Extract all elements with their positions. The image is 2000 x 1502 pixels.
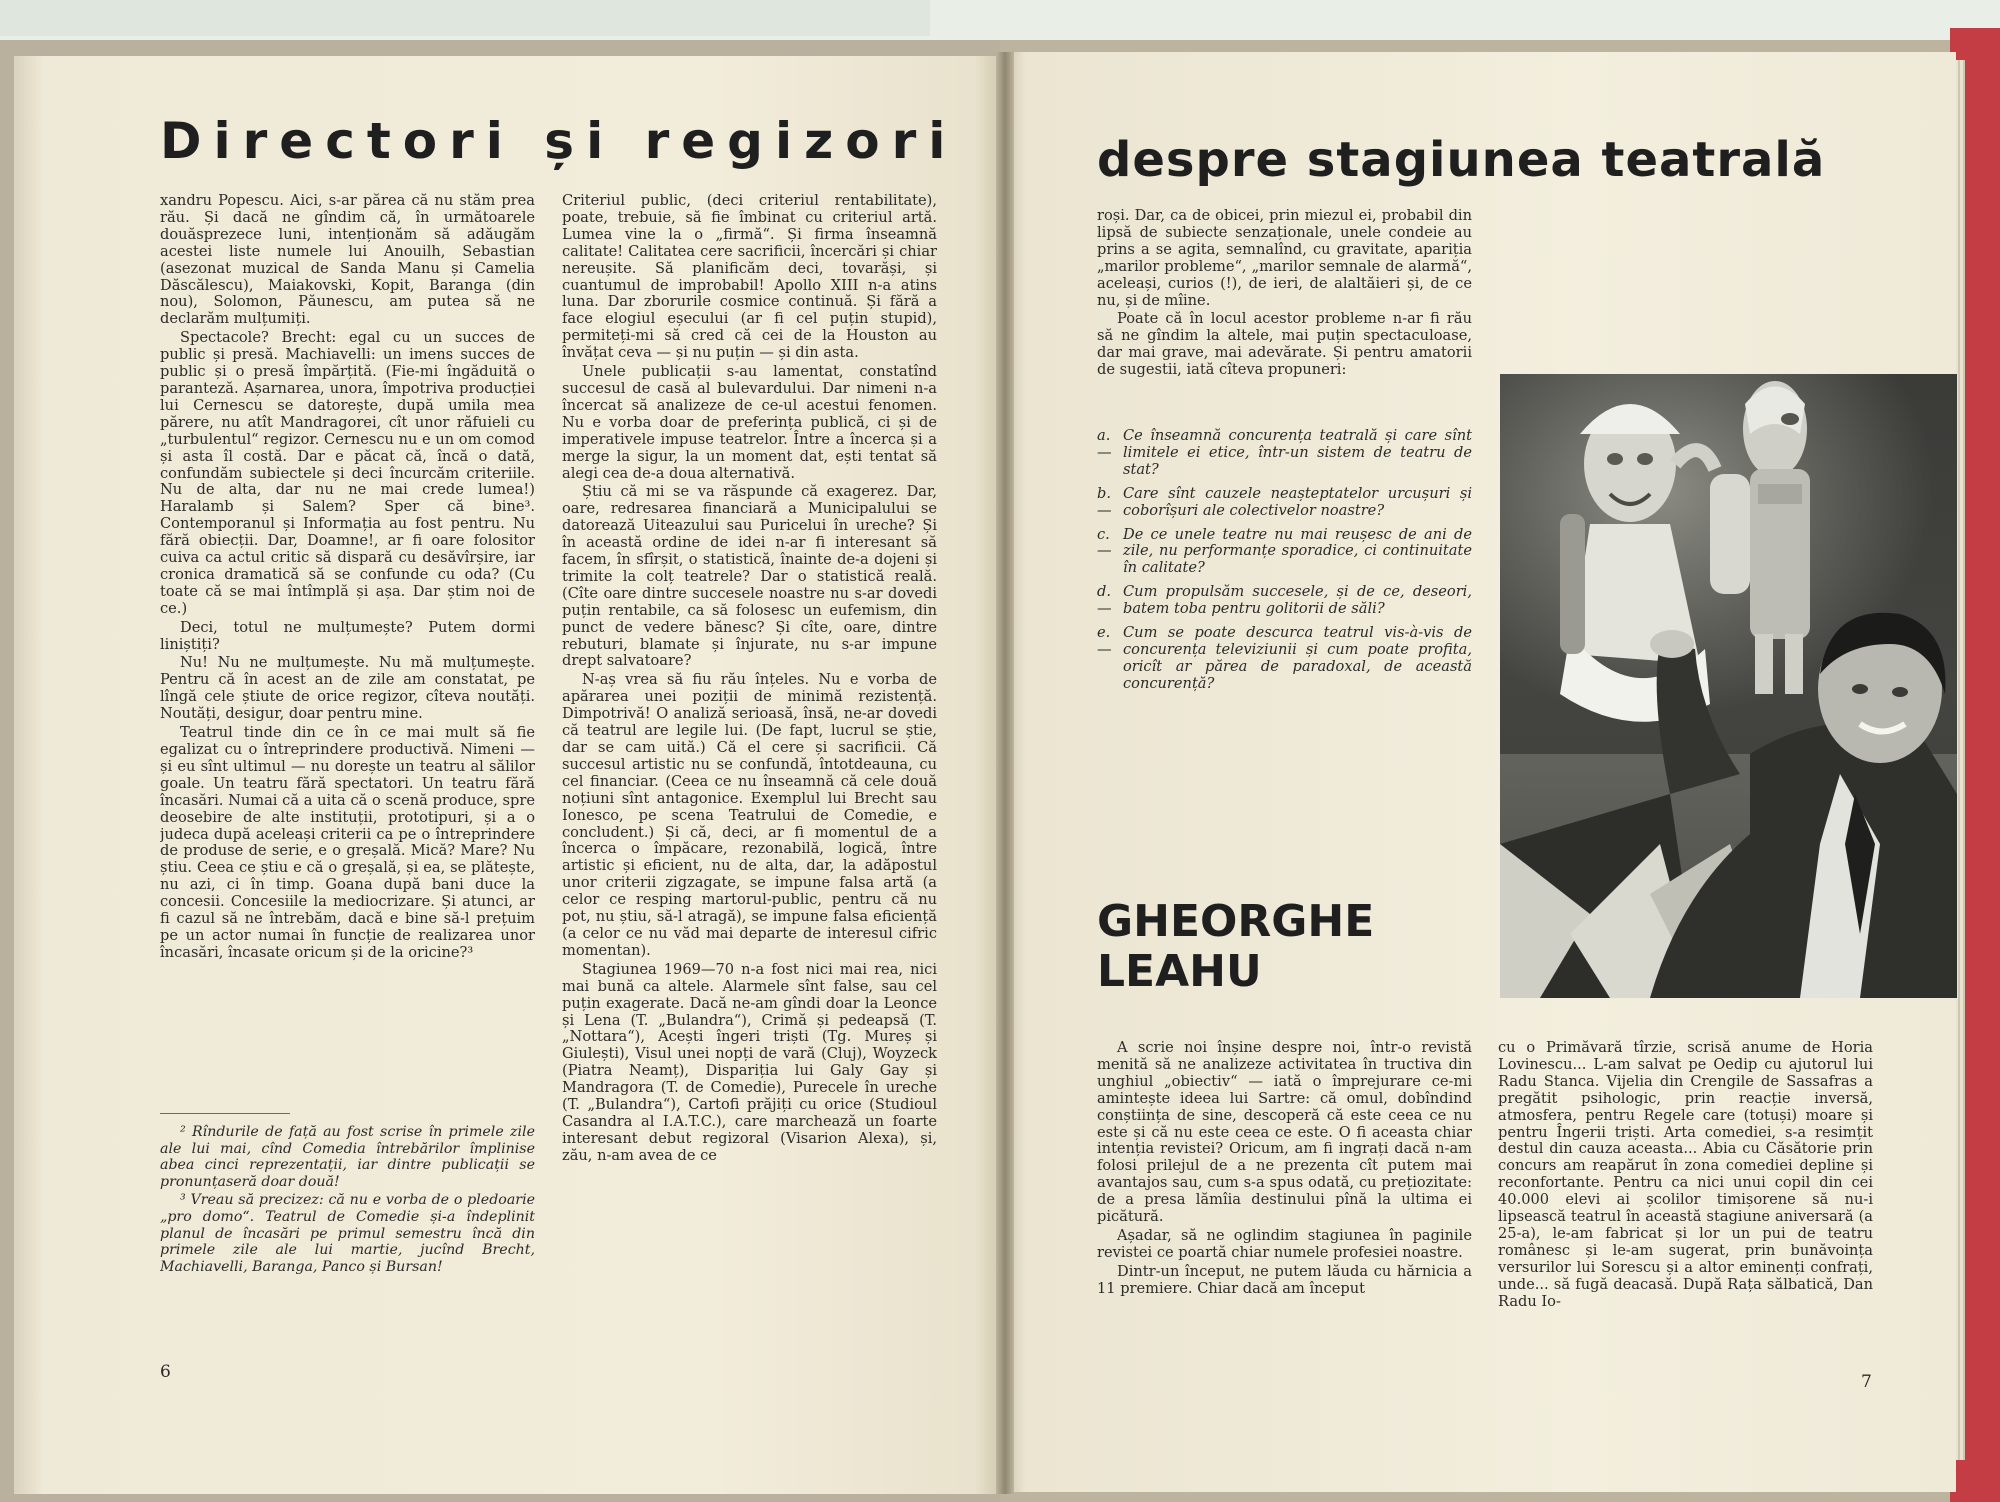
footnote-rule [160,1113,290,1114]
question-text: De ce unele teatre nu mai reușesc de ani de zile, nu performanțe sporadice, ci continuitate în calitate? [1123,525,1472,577]
paragraph: Așadar, să ne oglindim stagiunea în paginile revistei ce poartă chiar numele profesiei noastre. [1097,1226,1472,1261]
paragraph: Nu! Nu ne mulțumește. Nu mă mulțumește. Pentru că în acest an de zile am constatat, pe lîngă cele știute de orice regizor, cîteva noutăți. Noutăți, desigur, doar pentru mine. [160,654,535,723]
paragraph: Deci, totul ne mulțumește? Putem dormi liniștiți? [160,618,535,653]
paragraph: Dintr-un început, ne putem lăuda cu hărnicia a 11 premiere. Chiar dacă am început [1097,1262,1472,1297]
book-gutter [996,52,1014,1494]
question-text: Cum se poate descurca teatrul vis-à-vis de concurența televiziunii și cum poate profita, oricît ar părea de paradoxal, de această concurență? [1123,624,1472,692]
page-number-right: 7 [1861,1372,1872,1392]
left-column-2 [562,193,937,1331]
paragraph: N-aș vrea să fiu rău înțeles. Nu e vorba de apărarea unei poziții de minimă rezistență. Dimpotrivă! O analiză serioasă, însă, ne-ar dovedi că teatrul are legile lui. (De fapt, lucrul se știe, dar se cam uită.) Că el cere și sacrificii. Că succesul artistic nu se confundă, întotdeauna, cu cel financiar. (Ceea ce nu înseamnă că cele două noțiuni sînt antagonice. Exemplul lui Brecht sau Ionesco, pe scena Teatrului de Comedie, e concludent.) Și că, deci, ar fi momentul de a încerca o împăcare, rezonabilă, logică, între artistic și eficient, nu de alta, dar, la adăpostul unor criterii zigzagate, se impune falsa artă (a celor ce resping martorul-public, pentru că nu pot, nu știu, să-l atragă), se impune falsa eficiență (a celor ce nu văd mai departe de interesul cifric momentan). [562,671,937,959]
question-text: Ce înseamnă concurența teatrală și care sînt limitele ei etice, într-un sistem de teatru de stat? [1123,427,1472,478]
question-list [1097,428,1472,748]
author-last-name: LEAHU [1097,946,1262,997]
right-column-3 [1498,1040,1873,1340]
author-first-name: GHEORGHE [1097,896,1375,947]
paragraph: Știu că mi se va răspunde că exagerez. Dar, oare, redresarea financiară a Municipalului se datorează Uiteazului sau Puricelui în ureche? Și în această ordine de idei n-ar fi interesant să facem, în sfîrșit, o statistică, înainte de-a dojeni și trimite la colț teatrele? Dar o statistică reală. (Cîte oare dintre succesele noastre nu s-ar dovedi puțin rentabile, ca să folosesc un eufemism, din punct de vedere bănesc? Și cîte, oare, dintre rebuturi, blamate și înjurate, nu s-ar impune drept salvatoare? [562,483,937,670]
footnote: ² Rîndurile de față au fost scrise în primele zile ale lui mai, cînd Comedia întrebărilor împlinise abea cinci reprezentații, iar dintre publicații se pronunțaseră doar două! [160,1124,535,1190]
paragraph: cu o Primăvară tîrzie, scrisă anume de Horia Lovinescu... L-am salvat pe Oedip cu ajutorul lui Radu Stanca. Vijelia din Crengile de Sassafras a pregătit psihologic, prin reacție inversă, atmosfera, pentru Regele care (totuși) moare și pentru Îngerii triști. Arta comediei, s-a resimțit destul din cauza aceasta... Abia cu Căsătorie prin concurs am reapărut în zona comediei depline și reconfortante. Pentru ca nici unui copil din cei 40.000 elevi ai școlilor timișorene să nu-i lipsească teatrul în această stagiune aniversară (a 25-a), le-am fabricat și lor un pui de teatru românesc și le-am sugerat, prin bunăvoința versurilor lui Sorescu și a altor eminenți confrați, unde... să fugă deacasă. După Rața sălbatică, Dan Radu Io- [1498,1040,1873,1310]
paragraph: Stagiunea 1969—70 n-a fost nici mai rea, nici mai bună ca altele. Alarmele sînt false, sau cel puțin exagerate. Dacă ne-am gîndi doar la Leonce și Lena (T. „Bulandra“), Crimă și pedeapsă (T. „Nottara“), Acești îngeri triști (Tg. Mureș și Giulești), Visul unei nopți de vară (Cluj), Woyzeck (Piatra Neamț), Dispariția lui Galy Gay și Mandragora (T. de Comedie), Purecele în ureche (T. „Bulandra“), Cartofi prăjiți cu orice (Studioul Casandra al I.A.T.C.), care marchează un foarte interesant debut regizoral (Visarion Alexa), și, zău, n-am avea de ce [562,960,937,1164]
question-letter: d. — [1097,583,1112,618]
photo-puppeteer [1500,374,1957,998]
question-text: Care sînt cauzele neașteptatelor urcușuri și coborîșuri ale colectivelor noastre? [1123,484,1472,519]
question-text: Cum propulsăm succesele, și de ce, deseori, batem toba pentru golitorii de săli? [1123,583,1472,618]
paragraph: Spectacole? Brecht: egal cu un succes de public și presă. Machiavelli: un imens succes de public și o presă împărțită. (Fie-mi îngăduită o paranteză. Așarnarea, unora, împotriva producției lui Cernescu se datorește, după umila mea părere, nu atît Mandragorei, cît unor răfuieli cu „turbulentul“ regizor. Cernescu nu e un om comod și asta îl costă. Dar e păcat că, încă o dată, confundăm subiectele și deci încurcăm criteriile. Nu de alta, dar nu ne mai crede lumea!) Haralamb și Salem? Sper că bine³. Contemporanul și Informația au fost pentru. Nu fără obiecții. Dar, Doamne!, ar fi oare folositor cuiva ca actul critic să dispară cu desăvîrșire, iar cronica dramatică să se confunde cu oda? (Cu toate că se mai întîmplă și așa. Dar știm noi de ce.) [160,329,535,617]
paragraph: A scrie noi înșine despre noi, într-o revistă menită să ne analizeze activitatea în tructiva din unghiul „obiectiv“ — iată o împrejurare ce-mi amintește ideea lui Sartre: că omul, dobîndind conștiința de sine, descoperă că este ceea ce nu este și că nu este ceea ce este. O fi aceasta chiar intenția revistei? Oricum, am fi ingrați dacă n-am folosi prilejul de a ne prezenta cît putem mai avantajos sau, cum s-a spus odată, cu prețiozitate: de a presa lămîia destinului pînă la ultima ei picătură. [1097,1040,1472,1226]
paragraph: Poate că în locul acestor probleme n-ar fi rău să ne gîndim la altele, mai puțin spectaculoase, dar mai grave, mai adevărate. Și pentru amatorii de sugestii, iată cîteva propuneri: [1097,310,1472,379]
headline-right: despre stagiunea teatrală [1097,132,1826,188]
paragraph: xandru Popescu. Aici, s-ar părea că nu stăm prea rău. Și dacă ne gîndim că, în următoarele douăsprezece luni, intenționăm să adăugăm acestei liste numele lui Anouilh, Sebastian (asezonat muzical de Sanda Manu și Camelia Dăscălescu), Maiakovski, Kopit, Baranga (din nou), Solomon, Păunescu, am putea să ne declarăm mulțumiți. [160,193,535,328]
list-item [1097,584,1472,618]
photo-illustration [1500,374,1957,998]
question-letter: b. — [1097,484,1112,519]
footnotes [160,1124,535,1334]
list-item [1097,428,1472,479]
left-column-1 [160,193,535,1113]
question-letter: a. — [1097,427,1112,461]
paragraph: Unele publicații s-au lamentat, constatînd succesul de casă al bulevardului. Dar nimeni n-a încercat să analizeze de ce-ul acestui fenomen. Nu e vorba doar de preferința publică, ci și de imperativele impuse teatrelor. Între a încerca și a merge la sigur, la un moment dat, ești tentat să alegi cea de-a doua alternativă. [562,363,937,482]
right-column-intro [1097,208,1472,418]
footnote: ³ Vreau să precizez: că nu e vorba de o pledoarie „pro domo“. Teatrul de Comedie și-a îndeplinit planul de încasări pe primul semestru încă din primele zile ale lui martie, jucînd Brecht, Machiavelli, Baranga, Panco și Bursan! [160,1192,535,1275]
question-letter: e. — [1097,624,1112,658]
headline-left: Directori și regizori [160,112,958,170]
author-name [1097,897,1374,997]
list-item [1097,625,1472,693]
question-letter: c. — [1097,525,1112,560]
background-top-left [0,0,930,36]
page-number-left: 6 [160,1362,171,1382]
paragraph: roși. Dar, ca de obicei, prin miezul ei, probabil din lipsă de subiecte senzaționale, unele condeie au prins a se agita, semnalînd, cu gravitate, apariția „marilor probleme“, „marilor semnale de alarmă“, aceleași, curios (!), de ieri, de alaltăieri și, de ce nu, și de mîine. [1097,208,1472,309]
right-column-2 [1097,1040,1472,1340]
list-item [1097,527,1472,578]
paragraph: Criteriul public, (deci criteriul rentabilitate), poate, trebuie, să fie îmbinat cu criteriul artă. Lumea vine la o „firmă“. Și firma înseamnă calitate! Calitatea cere sacrificii, încercări și chiar nereușite. Să planificăm deci, tovarăși, și cuantumul de improbabil! Apollo XIII n-a atins luna. Dar zborurile cosmice continuă. Și fără a face elogiul eșecului (ar fi cel puțin stupid), permiteți-mi să cred că cei de la Houston au învățat ceva — și nu puțin — și din asta. [562,193,937,362]
paragraph: Teatrul tinde din ce în ce mai mult să fie egalizat cu o întreprindere productivă. Nimeni — și eu sînt ultimul — nu dorește un teatru al sălilor goale. Un teatru fără spectatori. Un teatru fără încasări. Numai că a uita că o scenă produce, spre deosebire de alte instituții, prototipuri, și a o judeca după aceleași criterii ca pe o întreprindere de produse de serie, e o greșală. Mică? Mare? Nu știu. Ceea ce știu e că o greșală, și ea, se plătește, nu azi, ci în timp. Goana după bani duce la concesii. Concesiile la mediocrizare. Și atunci, ar fi cazul să ne întrebăm, dacă e bine să-l prețuim pe un actor numai în funcție de realizarea unor încasări, încasate oricum și de la oricine?³ [160,724,535,961]
list-item [1097,486,1472,520]
